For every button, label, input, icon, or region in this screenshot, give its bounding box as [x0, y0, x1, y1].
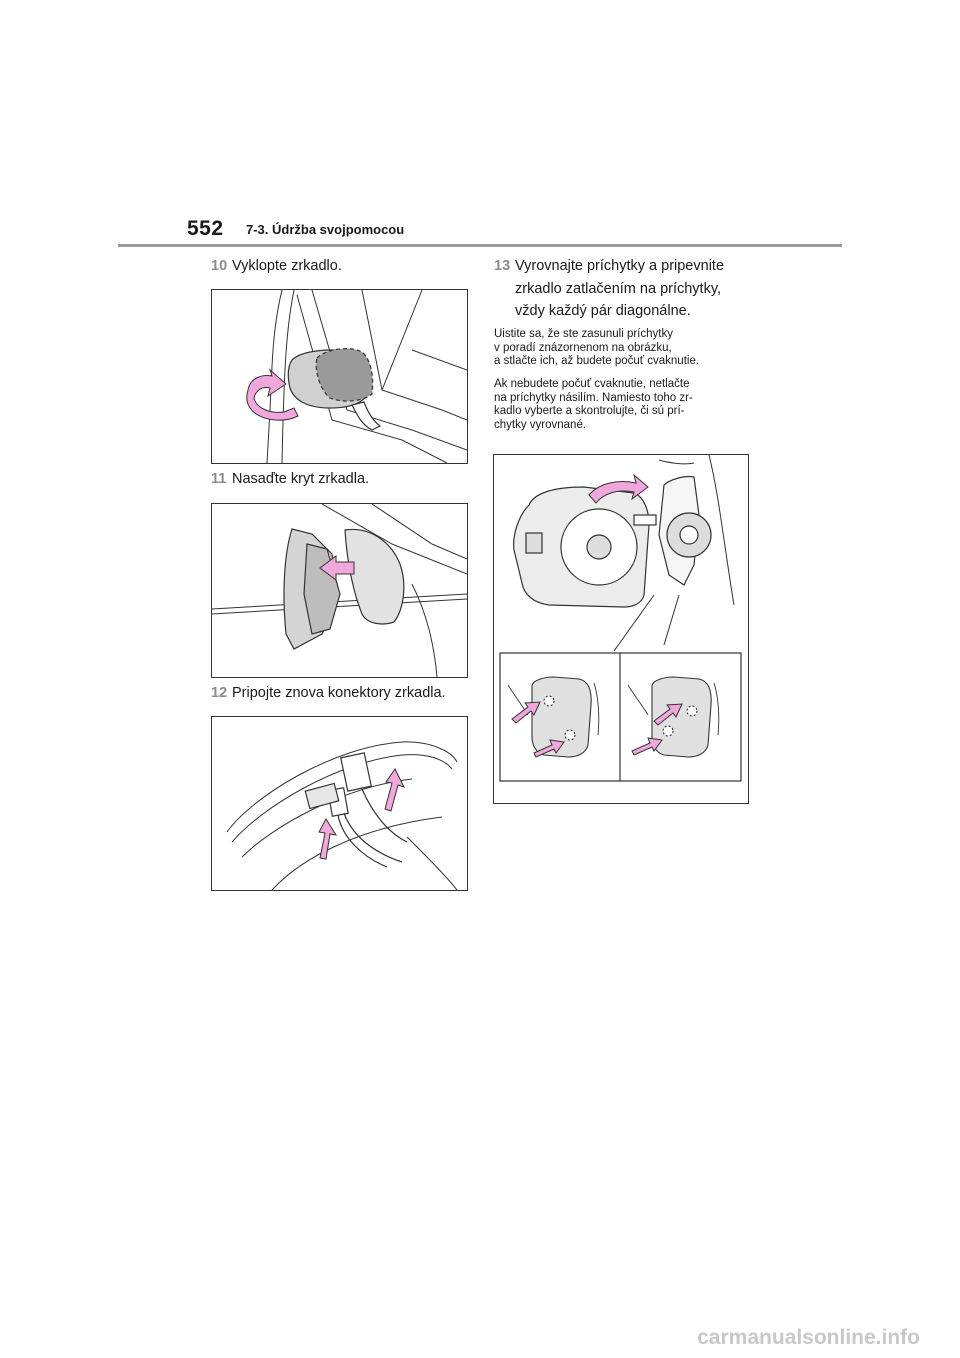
header-divider	[118, 244, 842, 247]
mirror-fold-out-illustration	[212, 290, 467, 463]
figure-connect-connectors	[211, 716, 468, 891]
figure-attach-mirror-cover	[211, 503, 468, 678]
watermark: carmanualsonline.info	[697, 1326, 920, 1349]
step-number: 12	[211, 685, 228, 701]
note-line: na príchytky násilím. Namiesto toho zr-	[494, 391, 693, 404]
figure-fold-out-mirror	[211, 289, 468, 464]
note-do-not-force	[494, 378, 750, 432]
step-text: Vyklopte zrkadlo.	[232, 258, 342, 274]
step-number: 10	[211, 258, 228, 274]
mirror-cover-illustration	[212, 504, 467, 677]
step-number: 13	[494, 258, 511, 274]
step-text-line: zrkadlo zatlačením na príchytky,	[515, 280, 722, 297]
step-text-line: Vyrovnajte príchytky a pripevnite	[515, 258, 725, 274]
step-text: Pripojte znova konektory zrkadla.	[232, 685, 446, 701]
note-line: Uistite sa, že ste zasunuli príchytky	[494, 328, 673, 340]
note-click-sound	[494, 328, 750, 369]
step-text-line: vždy každý pár diagonálne.	[515, 303, 691, 319]
mirror-clips-illustration	[494, 455, 748, 803]
step-10	[211, 255, 342, 278]
figure-align-clips	[493, 454, 749, 804]
note-line: chytky vyrovnané.	[494, 418, 587, 431]
connectors-illustration	[212, 717, 467, 890]
note-line: Ak nebudete počuť cvaknutie, netlačte	[494, 378, 690, 390]
section-title: 7-3. Údržba svojpomocou	[246, 222, 405, 237]
step-11	[211, 468, 369, 491]
page-number: 552	[187, 217, 224, 240]
step-text: Nasaďte kryt zrkadla.	[232, 471, 370, 487]
step-12	[211, 682, 446, 705]
note-line: kadlo vyberte a skontrolujte, či sú prí-	[494, 405, 685, 417]
note-line: v poradí znázornenom na obrázku,	[494, 341, 672, 354]
step-number: 11	[211, 471, 227, 487]
note-line: a stlačte ich, až budete počuť cvaknutie.	[494, 355, 700, 367]
step-13	[494, 255, 724, 323]
